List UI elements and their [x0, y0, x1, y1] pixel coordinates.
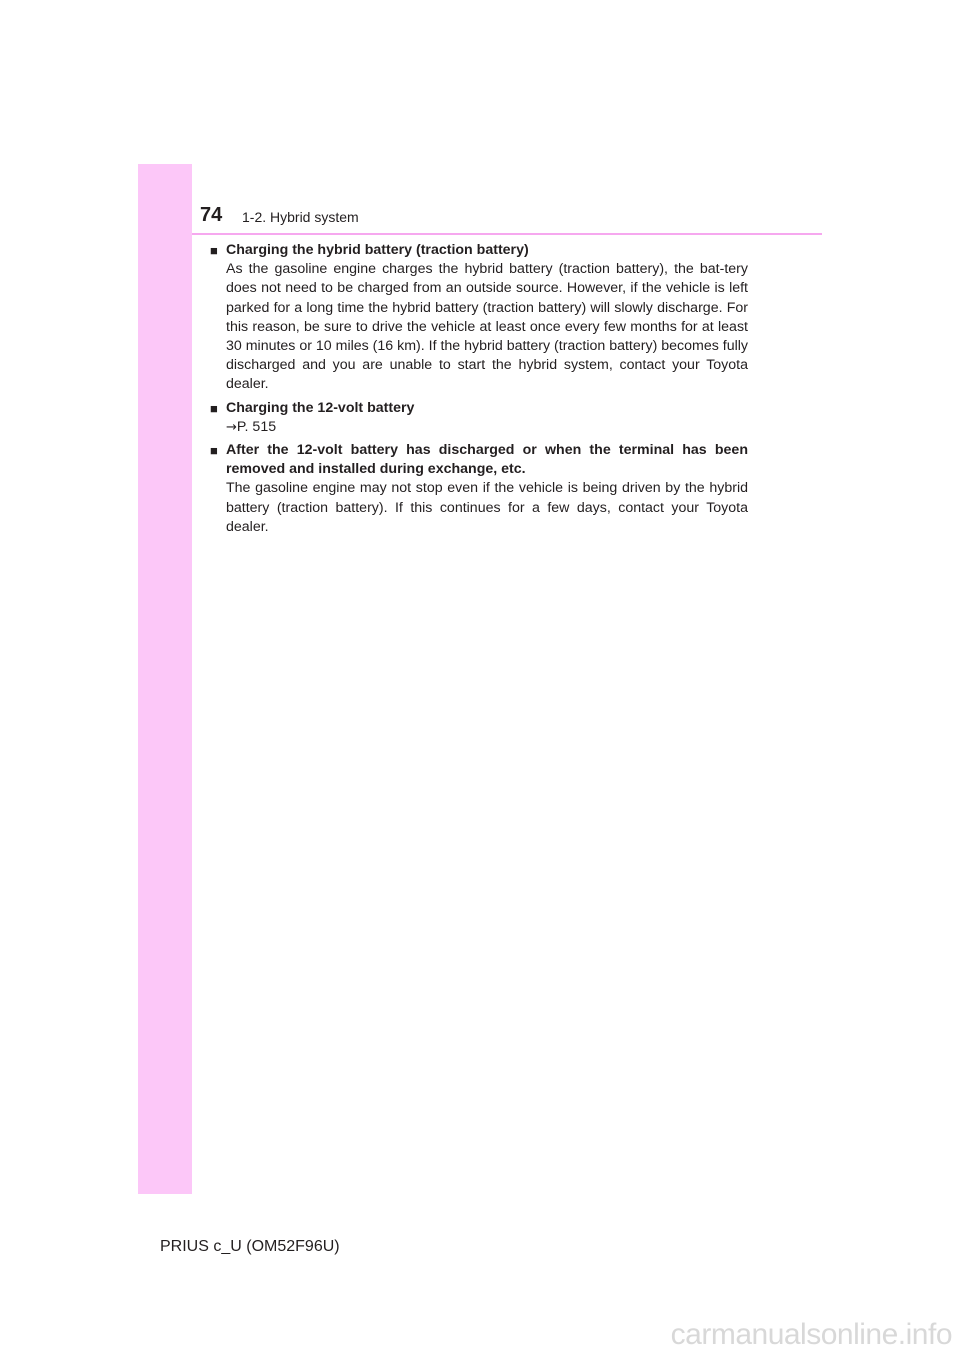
watermark: carmanualsonline.info [670, 1318, 952, 1351]
topic-charging-hybrid-battery [210, 241, 748, 395]
topic-charging-12v-battery [210, 399, 748, 437]
page-reference-link[interactable] [210, 418, 748, 437]
page-reference-text: P. 515 [236, 418, 277, 435]
topic-heading [210, 399, 748, 418]
topic-heading [210, 241, 748, 260]
topic-title: Charging the 12-volt battery [226, 399, 415, 416]
square-bullet-icon: ■ [210, 243, 218, 258]
section-title: 1-2. Hybrid system [242, 209, 359, 225]
topic-body: As the gasoline engine charges the hybrid battery (traction battery), the bat-tery does not need to be charged from an outside source. However, if the vehicle is left parked for a long time the hybrid battery (traction battery) will slowly discharge. For this reason, be sure to drive the vehicle at least once every few months for at least 30 minutes or 10 miles (16 km). If the hybrid battery (traction battery) becomes fully discharged and you are unable to start the hybrid system, contact your Toyota dealer. [226, 261, 748, 393]
page-number: 74 [200, 204, 223, 226]
header-rule [192, 233, 822, 235]
main-content [210, 241, 748, 541]
topic-title: After the 12-volt battery has discharged or when the terminal has been removed and installed during exchange, etc. [226, 442, 748, 478]
square-bullet-icon: ■ [210, 400, 218, 416]
square-bullet-icon: ■ [210, 443, 218, 459]
topic-title: Charging the hybrid battery (traction battery) [226, 242, 529, 258]
topic-after-12v-discharge [210, 441, 748, 537]
topic-body: The gasoline engine may not stop even if the vehicle is being driven by the hybrid battery (traction battery). If this continues for a few days, contact your Toyota dealer. [226, 480, 748, 535]
side-tab [138, 164, 192, 1194]
arrow-right-icon: → [226, 419, 237, 435]
topic-heading [210, 441, 748, 479]
footer-model-code: PRIUS c_U (OM52F96U) [160, 1238, 340, 1255]
